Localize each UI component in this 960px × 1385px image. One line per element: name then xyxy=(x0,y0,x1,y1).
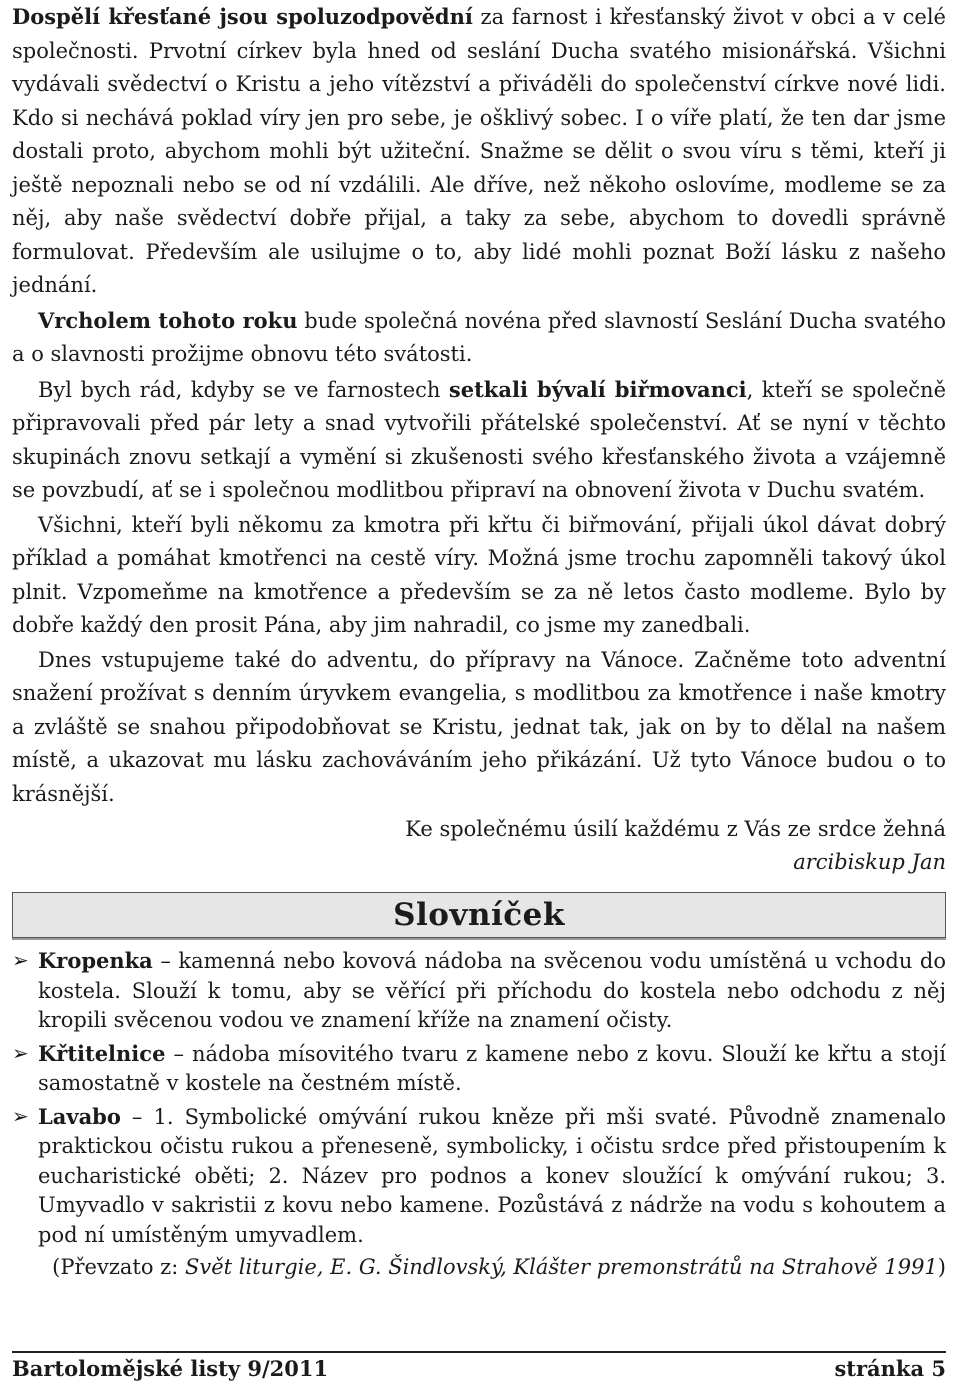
glossary-definition: – 1. Symbolické omývání rukou kněze při mši svaté. Původně znamenalo praktickou očistu rukou a přeneseně, symbolicky, i očistu srdce před přistoupením k eucharistické oběti; 2. Název pro podnos a konev sloužící k omývání rukou; 3. Umyvadlo v sakristii z kovu nebo kamene. Pozůstává z nádrže na vodu s kohoutem a pod ní umístěným umyvadlem. xyxy=(38,1104,946,1247)
glossary-list xyxy=(12,946,946,1250)
glossary-definition: – nádoba mísovitého tvaru z kamene nebo z kovu. Slouží ke křtu a stojí samostatně v kostele na čestném místě. xyxy=(38,1041,946,1095)
closing-block xyxy=(12,813,946,879)
arrow-bullet-icon: ➢ xyxy=(12,948,29,972)
source-citation xyxy=(12,1252,946,1283)
glossary-term: Křtitelnice xyxy=(38,1040,166,1066)
source-prefix: (Převzato z: xyxy=(52,1255,185,1279)
paragraph-3-text-a: Byl bych rád, kdyby se ve farnostech xyxy=(38,377,449,402)
paragraph-5: Dnes vstupujeme také do adventu, do přípravy na Vánoce. Začněme toto adventní snažení prožívat s denním úryvkem evangelia, s modlitbou za kmotřence i naše kmotry a zvláště se snahou připodobňovat se Kristu, jednat tak, jak on by to dělal na našem místě, a ukazovat mu lásku zachováváním jeho přikázání. Už tyto Vánoce budou o to krásnější. xyxy=(12,647,946,806)
paragraph-1-emphasis: Dospělí křesťané jsou spoluzodpovědní xyxy=(12,4,473,29)
paragraph-2-text: bude společná novéna před slavností Seslání Ducha svatého a o slavnosti prožijme obnovu této svátosti. xyxy=(12,308,946,366)
paragraph-3 xyxy=(12,373,946,508)
glossary-item xyxy=(12,946,946,1036)
arrow-bullet-icon: ➢ xyxy=(12,1040,29,1065)
article-body xyxy=(12,0,946,811)
glossary-item xyxy=(12,1102,946,1251)
arrow-bullet-icon: ➢ xyxy=(12,1103,29,1128)
source-title: Svět liturgie, E. G. Šindlovský, Klášter premonstrátů na Strahově 1991 xyxy=(184,1255,938,1279)
glossary-term: Lavabo xyxy=(38,1103,121,1129)
glossary-term: Kropenka xyxy=(38,948,153,973)
paragraph-3-text-c: , kteří se společně připravovali před pár lety a snad vytvořili přátelské společenství. Ať se nyní v těchto skupinách znovu setkají a vymění si zkušenosti svého křesťanského života a vzájemně se povzbudí, ať se i společnou modlitbou připraví na obnovení života v Duchu svatém. xyxy=(12,377,947,502)
page-footer xyxy=(12,1351,946,1381)
paragraph-1-text: za farnost i křesťanský život v obci a v celé společnosti. Prvotní církev byla hned od seslání Ducha svatého misionářská. Všichni vydávali svědectví o Kristu a jeho vítězství a přiváděli do společenství církve nové lidi. Kdo si nechává poklad víry jen pro sebe, je ošklivý sobec. I o víře platí, že ten dar jsme dostali proto, abychom mohli být užiteční. Snažme se dělit o svou víru s těmi, kteří ji ještě nepoznali nebo se od ní vzdálili. Ale dříve, než někoho oslovíme, modleme se za něj, aby naše svědectví dobře přijal, a taky za sebe, abychom to dovedli správně formulovat. Především ale usilujme o to, aby lidé mohli poznat Boží lásku z našeho jednání. xyxy=(12,5,946,297)
glossary-title: Slovníček xyxy=(393,897,565,933)
page-number: stránka 5 xyxy=(834,1356,946,1381)
closing-line: Ke společnému úsilí každému z Vás ze srdce žehná xyxy=(405,817,946,841)
glossary-definition: – kamenná nebo kovová nádoba na svěcenou vodu umístěná u vchodu do kostela. Slouží k tomu, aby se věřící při příchodu do kostela nebo odchodu z něj kropili svěcenou vodou ve znamení kříže na znamení očisty. xyxy=(38,949,946,1032)
paragraph-2-emphasis: Vrcholem tohoto roku xyxy=(38,307,298,333)
paragraph-3-emphasis: setkali bývalí biřmovanci xyxy=(448,376,747,402)
signature: arcibiskup Jan xyxy=(793,850,946,874)
paragraph-2 xyxy=(12,304,946,372)
paragraph-4: Všichni, kteří byli někomu za kmotra při křtu či biřmování, přijali úkol dávat dobrý příklad a pomáhat kmotřenci na cestě víry. Možná jsme trochu zapomněli takový úkol plnit. Vzpomeňme na kmotřence a především se za ně letos často modleme. Bylo by dobře každý den prosit Pána, aby jim nahradil, co jsme my zanedbali. xyxy=(12,512,946,637)
publication-name: Bartolomějské listy 9/2011 xyxy=(12,1356,329,1381)
glossary-item xyxy=(12,1039,946,1099)
source-suffix: ) xyxy=(937,1255,946,1279)
paragraph-1 xyxy=(12,0,946,303)
glossary-title-bar xyxy=(12,892,946,938)
